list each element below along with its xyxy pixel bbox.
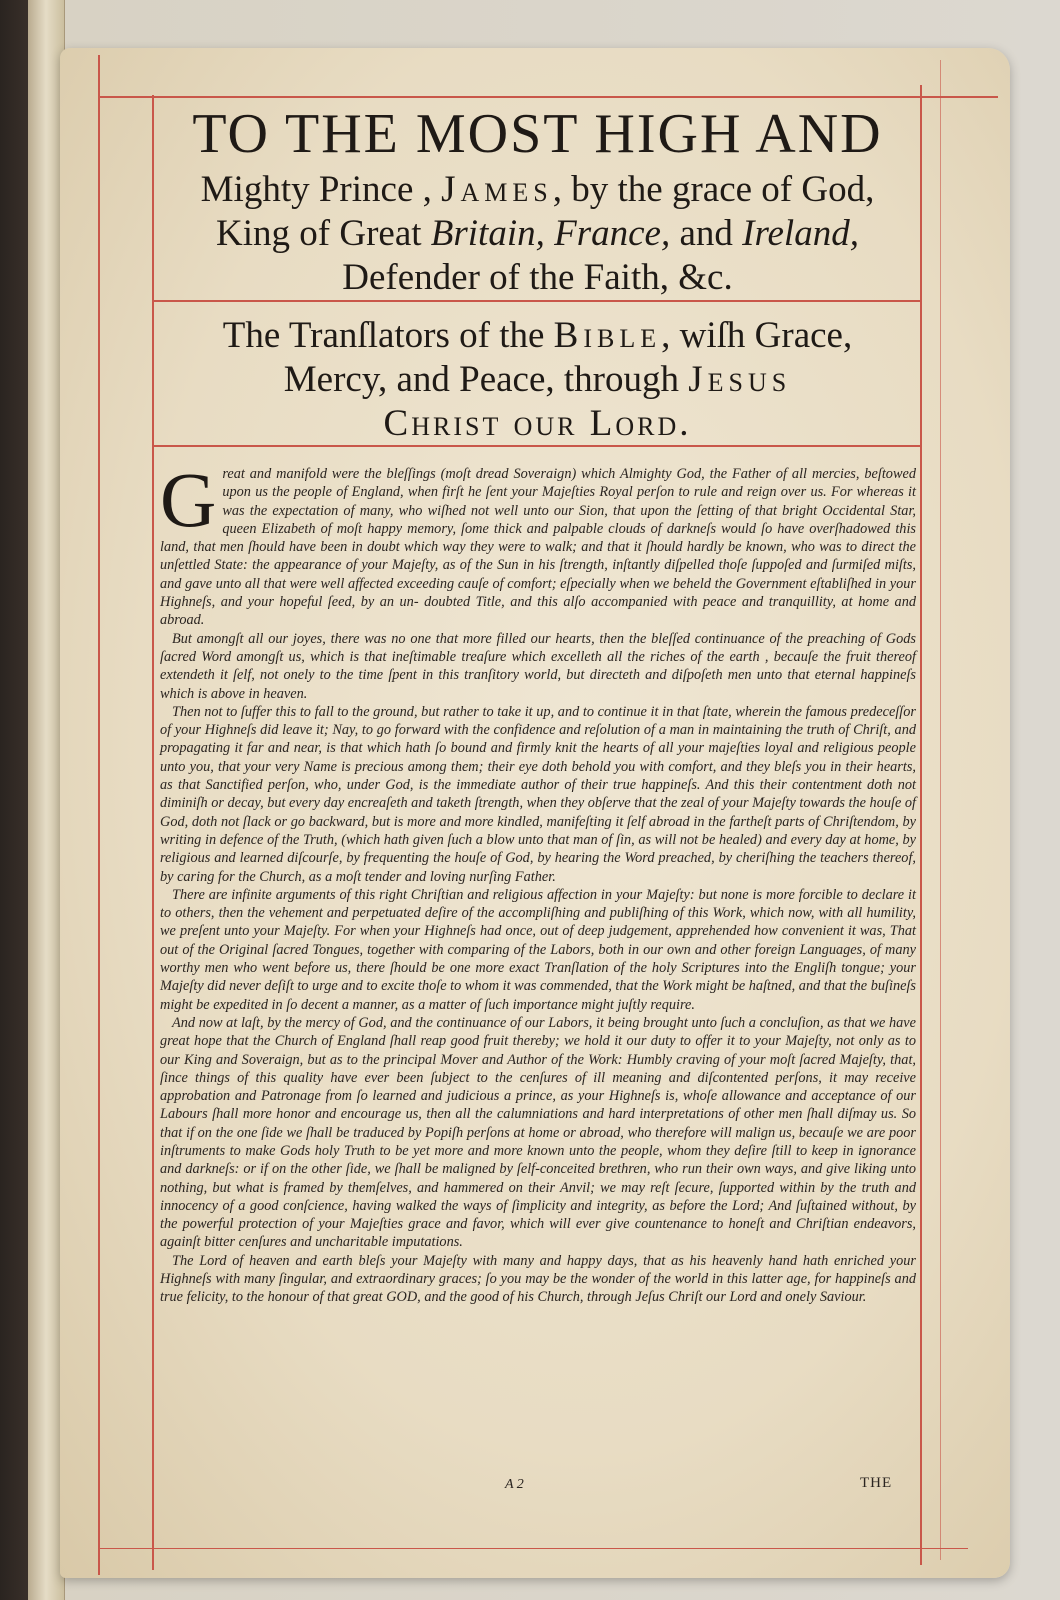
paragraph: Great and manifold were the bleſſings (moſt dread Soveraign) which Almighty God, the Father of all mercies, beſtowed upon us the people of England, when firſt he ſent your Majeſties Royal perſon to rule and reign over us. For whereas it was the expectation of many, who wiſhed not well unto our Sion, that upon the ſetting of that bright Occidental Star, queen Elizabeth of moſt happy memory, ſome thick and palpable clouds of darkneſs would ſo have overſhadowed this land, that men ſhould have been in doubt which way they were to walk; and that it ſhould hardly be known, who was to direct the unſettled State: the appearance of your Majeſty, as of the Sun in his ſtrength, inſtantly diſpelled thoſe ſuppoſed and ſurmiſed miſts, and gave unto all that were well affected exceeding cauſe of comfort; eſpecially when we beheld the Government eſtabliſhed in your Highneſs, and your hopeful ſeed, by an un- doubted Title, and this alſo accompanied with peace and tranquillity, at home and abroad. — [160, 456, 916, 629]
dedication-heading — [155, 100, 920, 446]
title-line-2: Mighty Prince , James, by the grace of God, — [200, 169, 875, 210]
paragraph: The Lord of heaven and earth bleſs your Majeſty with many and happy days, that as his heavenly hand hath enriched your Highneſs with many ſingular, and extraordinary graces; ſo you may be the wonder of the world in this latter age, for happineſs and true felicity, to the honour of that great GOD, and the good of his Church, through Jeſus Chriſt our Lord and onely Saviour. — [160, 1252, 916, 1306]
paragraph: And now at laſt, by the mercy of God, and the continuance of our Labors, it being brought unto ſuch a concluſion, as that we have great hope that the Church of England ſhall reap good fruit thereby; we hold it our duty to offer it to your Majeſty, not only as to our King and Soveraign, but as to the principal Mover and Author of the Work: Humbly craving of your moſt ſacred Majeſty, that, ſince things of this quality have ever been ſubject to the cenſures of ill meaning and diſcontented perſons, it may receive approbation and Patronage from ſo learned and judicious a prince, as your Highneſs is, whoſe allowance and acceptance of our Labours ſhall more honor and encourage us, then all the calumniations and hard interpretations of other men ſhall diſmay us. So that if on the one ſide we ſhall be traduced by Popiſh perſons at home or abroad, who therefore will malign us, becauſe we are poor inſtruments to make Gods holy Truth to be yet more and more known unto the people, whom they deſire ſtill to keep in ignorance and darkneſs: or if on the other ſide, we ſhall be maligned by ſelf-conceited brethren, who run their own ways, and give liking unto nothing, but what is framed by themſelves, and hammered on their Anvil; we may reſt ſecure, ſupported within by the truth and innocency of a good conſcience, having walked the ways of ſimplicity and integrity, as before the Lord; And ſuſtained without, by the powerful protection of your Majeſties grace and favor, which will ever give countenance to honeſt and Chriſtian endeavors, againſt bitter cenſures and uncharitable imputations. — [160, 1014, 916, 1251]
paragraph: There are infinite arguments of this right Chriſtian and religious affection in your Majeſty: but none is more forcible to declare it to others, then the vehement and perpetuated deſire of the accompliſhing and publiſhing of this Work, which now, with all humility, we preſent unto your Majeſty. For when your Highneſs had once, out of deep judgement, apprehended how convenient it was, That out of the Original ſacred Tongues, together with comparing of the Labors, both in our own and other foreign Languages, of many worthy men who went before us, there ſhould be one more exact Tranſlation of the holy Scriptures into the Engliſh tongue; your Majeſty did never deſiſt to urge and to excite thoſe to whom it was commended, that the Work might be haſtned, and that the buſineſs might be expedited in ſo decent a manner, as a matter of ſuch importance might juſtly require. — [160, 886, 916, 1013]
paragraph: Then not to ſuffer this to fall to the ground, but rather to take it up, and to continue it in that ſtate, wherein the famous predeceſſor of your Highneſs did leave it; Nay, to go forward with the confidence and reſolution of a man in maintaining the truth of Chriſt, and propagating it far and near, is that which hath ſo bound and firmly knit the hearts of all your majeſties loyal and religious people unto you, that your very Name is precious among them; their eye doth behold you with comfort, and they bleſs you in their hearts, as that Sanctified perſon, who, under God, is the immediate author of their true happineſs. And this their contentment doth not diminiſh or decay, but every day encreaſeth and taketh ſtrength, when they obſerve that the zeal of your Majeſty towards the houſe of God, doth not ſlack or go backward, but is more and more kindled, manifeſting it ſelf abroad in the fartheſt parts of Chriſtendom, by writing in defence of the Truth, (which hath given ſuch a blow unto that man of ſin, as will not be healed) and every day at home, by religious and learned diſcourſe, by frequenting the houſe of God, by hearing the Word preached, by cheriſhing the teachers thereof, by caring for the Church, as a moſt tender and loving nurſing Father. — [160, 703, 916, 885]
red-rule-top — [98, 96, 998, 98]
paragraph: But amongſt all our joyes, there was no one that more filled our hearts, then the bleſſed continuance of the preaching of Gods ſacred Word amongſt us, which is that ineſtimable treaſure which excelleth all the riches of the earth , becauſe the fruit thereof extendeth it ſelf, not onely to the time ſpent in this tranſitory world, but directeth and diſpoſeth men unto that eternal happineſs which is above in heaven. — [160, 630, 916, 702]
title-line-3: King of Great Britain, France, and Ireland, — [216, 213, 859, 254]
red-rule-left-outer — [98, 55, 100, 1575]
salutation-line-3: Christ our Lord. — [383, 403, 692, 444]
red-rule-right-inner — [920, 85, 922, 1565]
dedication-body — [160, 456, 916, 1307]
salutation-line-2: Mercy, and Peace, through Jesus — [283, 359, 792, 400]
catchword: THE — [860, 1475, 893, 1491]
red-rule-left-inner — [152, 95, 154, 1570]
drop-cap: G — [160, 456, 217, 543]
red-rule-right-outer — [940, 60, 941, 1560]
red-rule-bottom — [98, 1548, 968, 1549]
page-title: TO THE MOST HIGH AND — [192, 103, 883, 165]
salutation-line-1: The Tranſlators of the Bible, wiſh Grace, — [222, 315, 853, 356]
title-line-4: Defender of the Faith, &c. — [342, 257, 733, 298]
signature-mark: A 2 — [505, 1477, 524, 1492]
